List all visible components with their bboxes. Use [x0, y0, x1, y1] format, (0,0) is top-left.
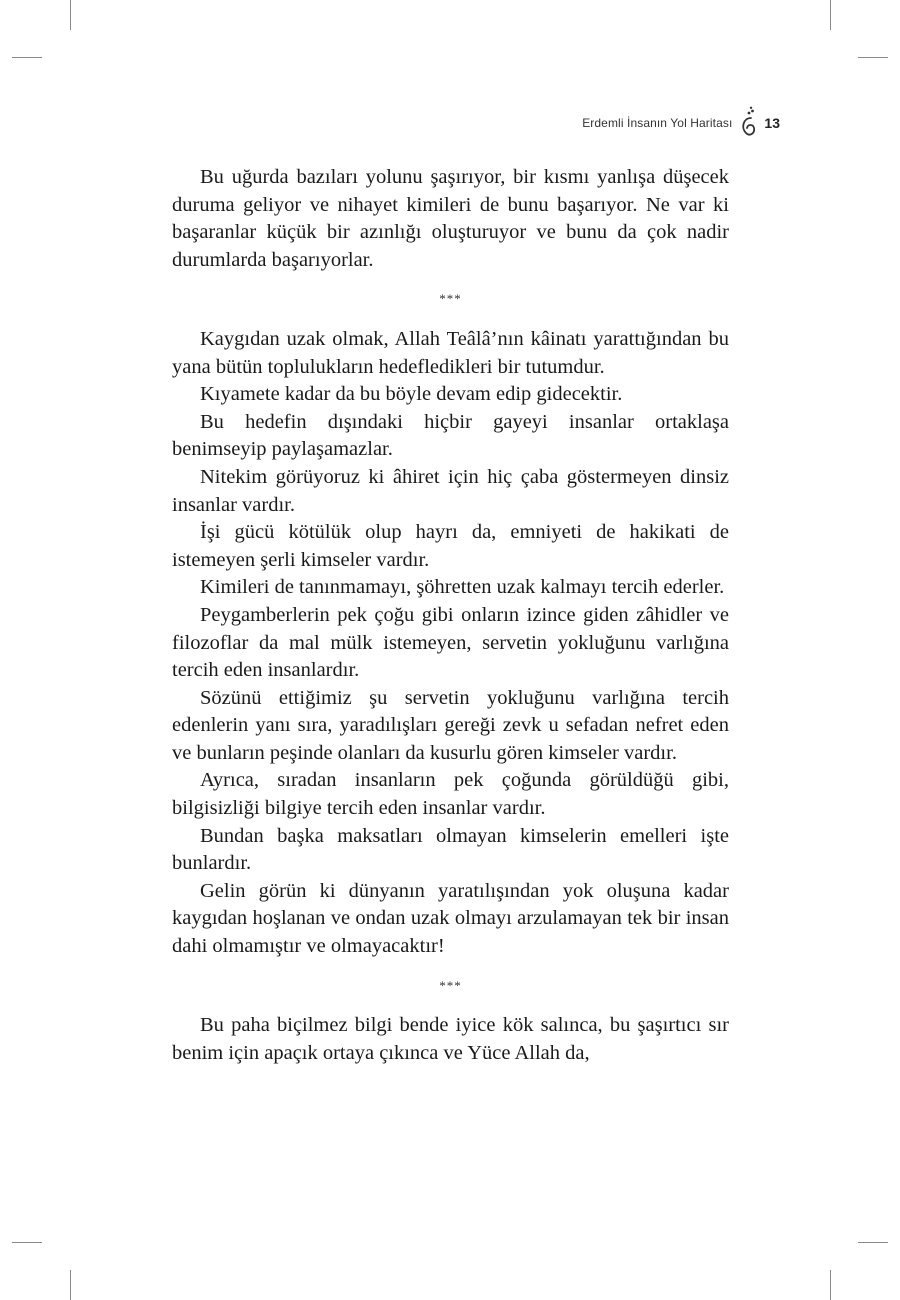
crop-mark-bottom-left	[70, 1270, 71, 1300]
paragraph: Kimileri de tanınmamayı, şöhretten uzak kalmayı tercih ederler.	[200, 576, 725, 599]
paragraph: Gelin görün ki dünyanın yaratılışından yok oluşuna kadar kaygıdan hoşlanan ve ondan uzak olmayı arzulamayan tek bir insan dahi olmamıştır ve olmayacaktır!	[172, 879, 729, 958]
paragraph: Ayrıca, sıradan insanların pek çoğunda görüldüğü gibi, bilgisizliği bilgiye tercih eden insanlar vardır.	[172, 769, 729, 820]
paragraph: Kaygıdan uzak olmak, Allah Teâlâ’nın kâinatı yarattığından bu yana bütün toplulukların hedefledikleri bir tutumdur.	[172, 327, 729, 378]
body-text	[172, 164, 729, 1067]
section-separator: ***	[439, 291, 462, 307]
crop-mark-bottom-right	[830, 1270, 831, 1300]
crop-mark-top-right	[830, 0, 831, 30]
running-head	[582, 106, 780, 140]
crop-mark-top-left	[70, 0, 71, 30]
crop-mark-bottom-left-h	[12, 1242, 42, 1243]
paragraph: İşi gücü kötülük olup hayrı da, emniyeti de hakikati de istemeyen şerli kimseler vardır.	[172, 521, 729, 571]
paragraph: Bundan başka maksatları olmayan kimselerin emelleri işte bunlardır.	[172, 824, 729, 875]
paragraph: Peygamberlerin pek çoğu gibi onların izince giden zâhidler ve filozoflar da mal mülk istemeyen, servetin yokluğunu varlığına tercih eden insanlardır.	[172, 603, 729, 682]
book-title: Erdemli İnsanın Yol Haritası	[582, 116, 733, 130]
crop-mark-top-left-h	[12, 57, 42, 58]
ornament-icon	[738, 106, 758, 140]
paragraph: Nitekim görüyoruz ki âhiret için hiç çaba göstermeyen dinsiz insanlar vardır.	[172, 465, 729, 516]
crop-mark-top-right-h	[858, 57, 888, 58]
paragraph: Bu uğurda bazıları yolunu şaşırıyor, bir kısmı yanlışa düşecek duruma geliyor ve nihayet kimileri de bunu başarıyor. Ne var ki başaranlar küçük bir azınlığı oluşturuyor ve bunu da çok nadir durumlarda başarıyorlar.	[172, 166, 729, 271]
paragraph: Kıyamete kadar da bu böyle devam edip gidecektir.	[200, 383, 623, 406]
paragraph: Bu paha biçilmez bilgi bende iyice kök salınca, bu şaşırtıcı sır benim için apaçık ortaya çıkınca ve Yüce Allah da,	[172, 1014, 729, 1064]
crop-mark-bottom-right-h	[858, 1242, 888, 1243]
page-number: 13	[764, 115, 780, 131]
paragraph: Sözünü ettiğimiz şu servetin yokluğunu varlığına tercih edenlerin yanı sıra, yaradılışları gereği zevk u sefadan nefret eden ve bunların peşinde olanları da kusurlu gören kimseler vardır.	[172, 686, 729, 764]
paragraph: Bu hedefin dışındaki hiçbir gayeyi insanlar ortaklaşa benimseyip paylaşamazlar.	[172, 410, 729, 461]
section-separator: ***	[439, 977, 462, 993]
